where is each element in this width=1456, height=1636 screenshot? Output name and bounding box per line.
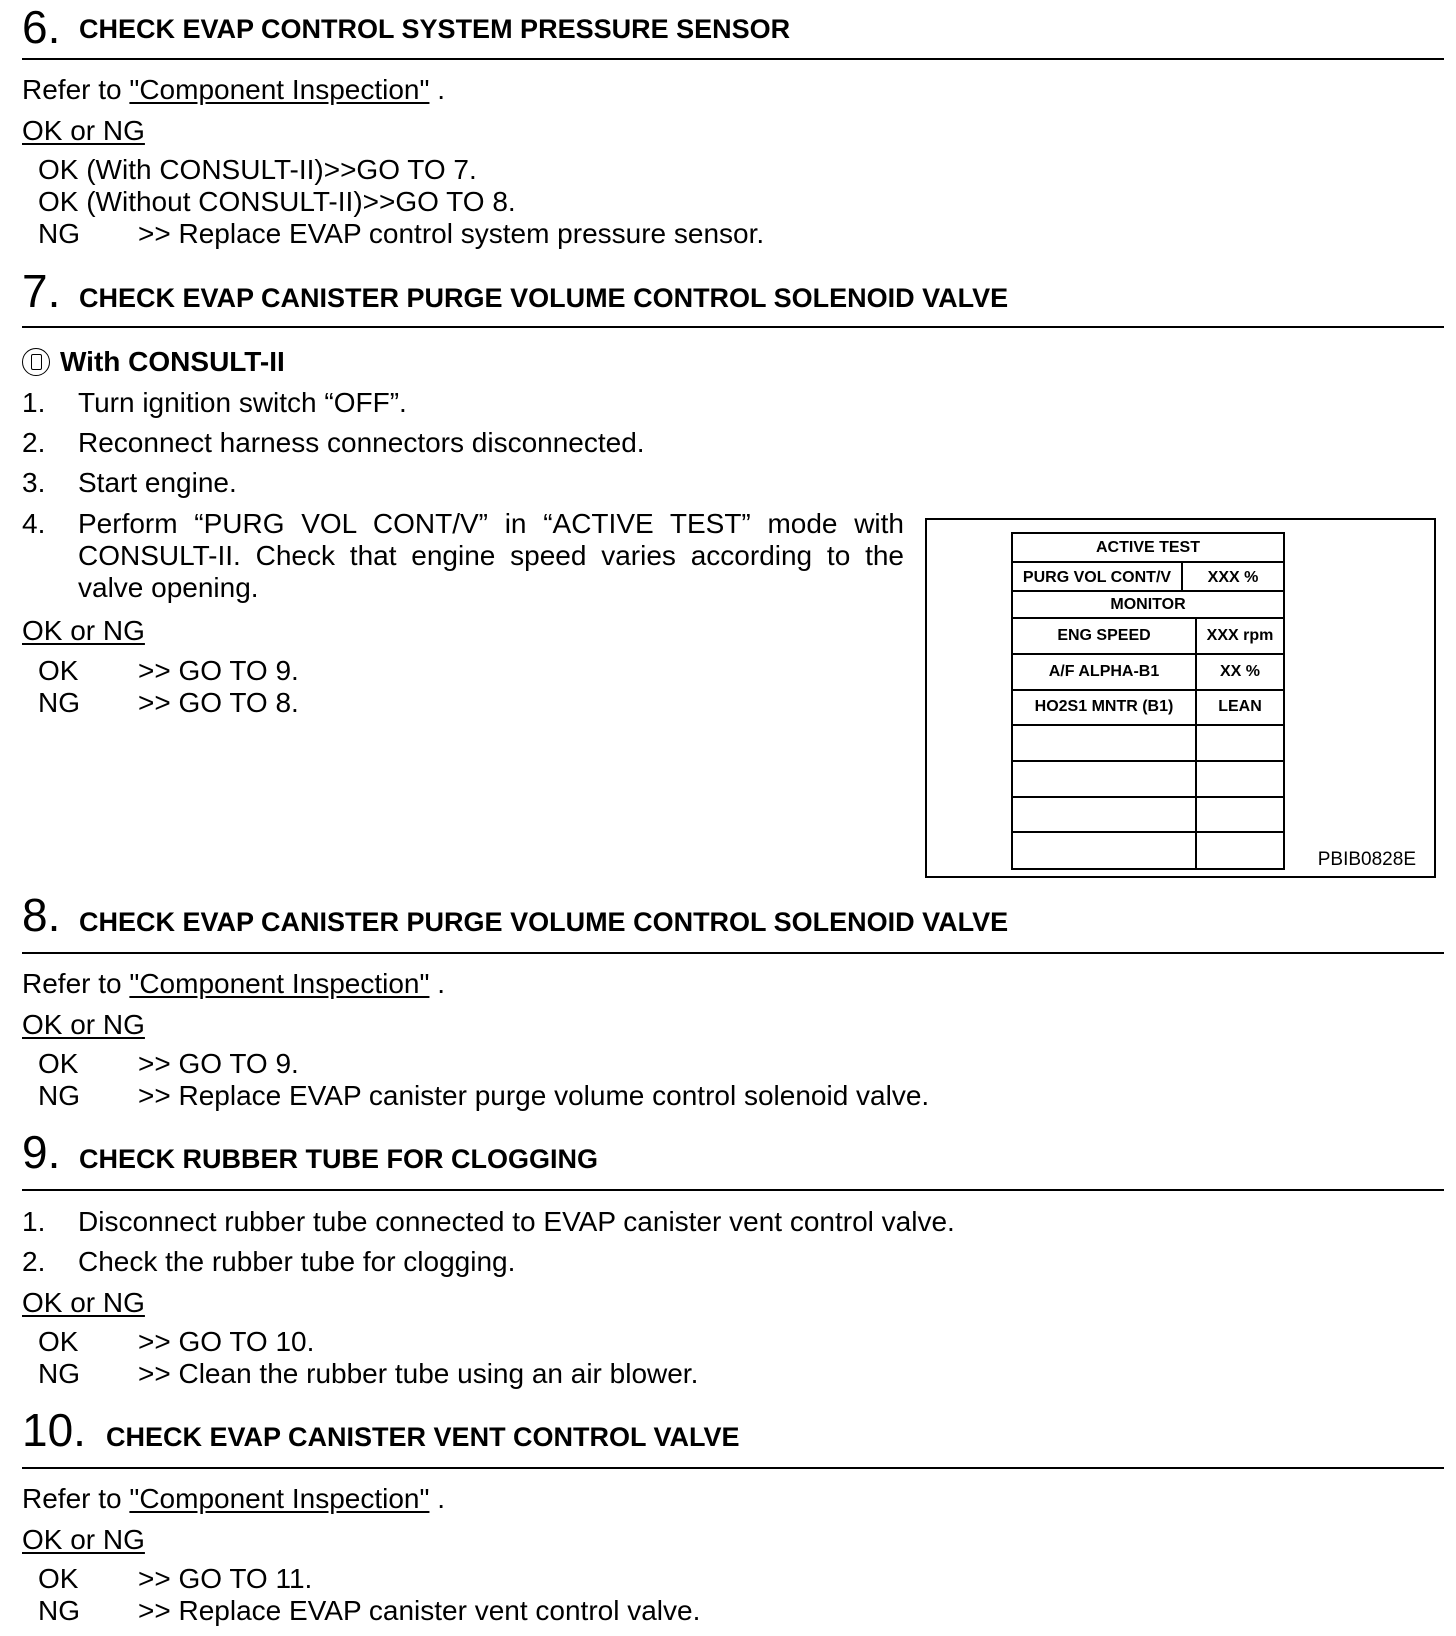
- refer-suffix: .: [429, 74, 446, 105]
- result-key: OK: [38, 655, 79, 686]
- step-8-result-ng: [38, 1080, 929, 1112]
- result-value: >> GO TO 11.: [138, 1563, 313, 1594]
- item-number: 2.: [22, 427, 46, 458]
- monitor-row-value: LEAN: [1218, 698, 1262, 715]
- monitor-row-label: HO2S1 MNTR (B1): [1034, 698, 1174, 715]
- result-value: >> Replace EVAP control system pressure sensor.: [138, 218, 765, 249]
- result-key: OK: [38, 1563, 79, 1594]
- step-6-number: 6.: [22, 1, 61, 53]
- step-8-divider: [22, 952, 1444, 954]
- item-number: 3.: [22, 467, 46, 498]
- result-key: OK: [38, 1048, 79, 1079]
- item-number: 2.: [22, 1246, 46, 1277]
- step-6-result-ok-no-consult: OK (Without CONSULT-II)>>GO TO 8.: [38, 186, 516, 217]
- refer-prefix: Refer to: [22, 1483, 130, 1514]
- step-9-result-ng: [38, 1358, 698, 1390]
- component-inspection-link[interactable]: "Component Inspection": [129, 1483, 430, 1514]
- step-7-divider: [22, 326, 1444, 328]
- step-6-title: CHECK EVAP CONTROL SYSTEM PRESSURE SENSOR: [79, 14, 791, 44]
- item-text: Reconnect harness connectors disconnected.: [78, 427, 645, 458]
- result-key: NG: [38, 687, 80, 718]
- step-10-result-ok: [38, 1563, 312, 1595]
- step-7-item-1: [22, 387, 407, 419]
- purg-vol-value: XXX %: [1207, 569, 1259, 586]
- result-key: NG: [38, 1595, 80, 1626]
- step-10-divider: [22, 1467, 1444, 1469]
- step-10-result-ng: [38, 1595, 700, 1627]
- step-9-item-1: [22, 1206, 955, 1238]
- monitor-row-label: ENG SPEED: [1057, 627, 1151, 644]
- result-key: NG: [38, 1080, 80, 1111]
- step-7-item-4-number: 4.: [22, 508, 46, 539]
- refer-suffix: .: [429, 1483, 446, 1514]
- step-9-number: 9.: [22, 1126, 61, 1178]
- monitor-row-label: A/F ALPHA-B1: [1048, 663, 1160, 680]
- step-7-item-2: [22, 427, 645, 459]
- step-6-result-ng: [38, 218, 764, 250]
- step-7-number: 7.: [22, 265, 61, 317]
- step-9-result-ok: [38, 1326, 314, 1358]
- refer-prefix: Refer to: [22, 74, 130, 105]
- result-value: >> Clean the rubber tube using an air blower.: [138, 1358, 699, 1389]
- item-number: 1.: [22, 1206, 46, 1237]
- step-8-result-ok: [38, 1048, 299, 1080]
- result-value: >> Replace EVAP canister purge volume control solenoid valve.: [138, 1080, 930, 1111]
- consult-screen: [1011, 532, 1285, 870]
- consult-heading: [22, 346, 285, 378]
- step-6-refer-line: [22, 74, 445, 106]
- figure-code: PBIB0828E: [1317, 849, 1416, 870]
- step-7-result-ng: [38, 687, 299, 719]
- component-inspection-link[interactable]: "Component Inspection": [129, 968, 430, 999]
- result-value: >> GO TO 9.: [138, 1048, 299, 1079]
- step-9-divider: [22, 1189, 1444, 1191]
- step-9-title: CHECK RUBBER TUBE FOR CLOGGING: [79, 1144, 598, 1174]
- step-7-item-3: [22, 467, 237, 499]
- result-key: NG: [38, 218, 80, 249]
- step-10-title: CHECK EVAP CANISTER VENT CONTROL VALVE: [106, 1422, 740, 1452]
- step-7-item-4-text: Perform “PURG VOL CONT/V” in “ACTIVE TEST” mode with CONSULT-II. Check that engine speed varies according to the valve opening.: [78, 508, 904, 603]
- step-6-result-ok-consult: OK (With CONSULT-II)>>GO TO 7.: [38, 154, 477, 185]
- item-text: Disconnect rubber tube connected to EVAP canister vent control valve.: [78, 1206, 955, 1237]
- item-text: Check the rubber tube for clogging.: [78, 1246, 516, 1277]
- monitor-header: MONITOR: [1110, 596, 1186, 613]
- step-6-divider: [22, 58, 1444, 60]
- consult-heading-text: With CONSULT-II: [60, 346, 285, 377]
- monitor-row-value: XX %: [1219, 663, 1260, 680]
- consult-tool-icon: [22, 348, 50, 376]
- step-10-refer-line: [22, 1483, 445, 1515]
- step-7-ok-or-ng: OK or NG: [22, 615, 145, 646]
- result-value: >> GO TO 9.: [138, 655, 299, 686]
- refer-suffix: .: [429, 968, 446, 999]
- result-value: >> Replace EVAP canister vent control valve.: [138, 1595, 701, 1626]
- active-test-figure: [925, 518, 1436, 878]
- item-text: Turn ignition switch “OFF”.: [78, 387, 407, 418]
- step-9-ok-or-ng: OK or NG: [22, 1287, 145, 1318]
- component-inspection-link[interactable]: "Component Inspection": [129, 74, 430, 105]
- result-value: >> GO TO 10.: [138, 1326, 315, 1357]
- purg-vol-label: PURG VOL CONT/V: [1022, 569, 1172, 586]
- step-9-item-2: [22, 1246, 515, 1278]
- step-8-number: 8.: [22, 889, 61, 941]
- active-test-header: ACTIVE TEST: [1095, 539, 1200, 556]
- result-key: OK: [38, 1326, 79, 1357]
- item-text: Start engine.: [78, 467, 237, 498]
- step-6-ok-or-ng: OK or NG: [22, 115, 145, 146]
- step-7-result-ok: [38, 655, 299, 687]
- step-8-title: CHECK EVAP CANISTER PURGE VOLUME CONTROL SOLENOID VALVE: [79, 907, 1009, 937]
- result-key: NG: [38, 1358, 80, 1389]
- refer-prefix: Refer to: [22, 968, 130, 999]
- step-8-refer-line: [22, 968, 445, 1000]
- step-10-ok-or-ng: OK or NG: [22, 1524, 145, 1555]
- item-number: 1.: [22, 387, 46, 418]
- step-10-number: 10.: [22, 1404, 86, 1456]
- result-value: >> GO TO 8.: [138, 687, 299, 718]
- step-7-title: CHECK EVAP CANISTER PURGE VOLUME CONTROL SOLENOID VALVE: [79, 283, 1009, 313]
- step-8-ok-or-ng: OK or NG: [22, 1009, 145, 1040]
- monitor-row-value: XXX rpm: [1206, 627, 1274, 644]
